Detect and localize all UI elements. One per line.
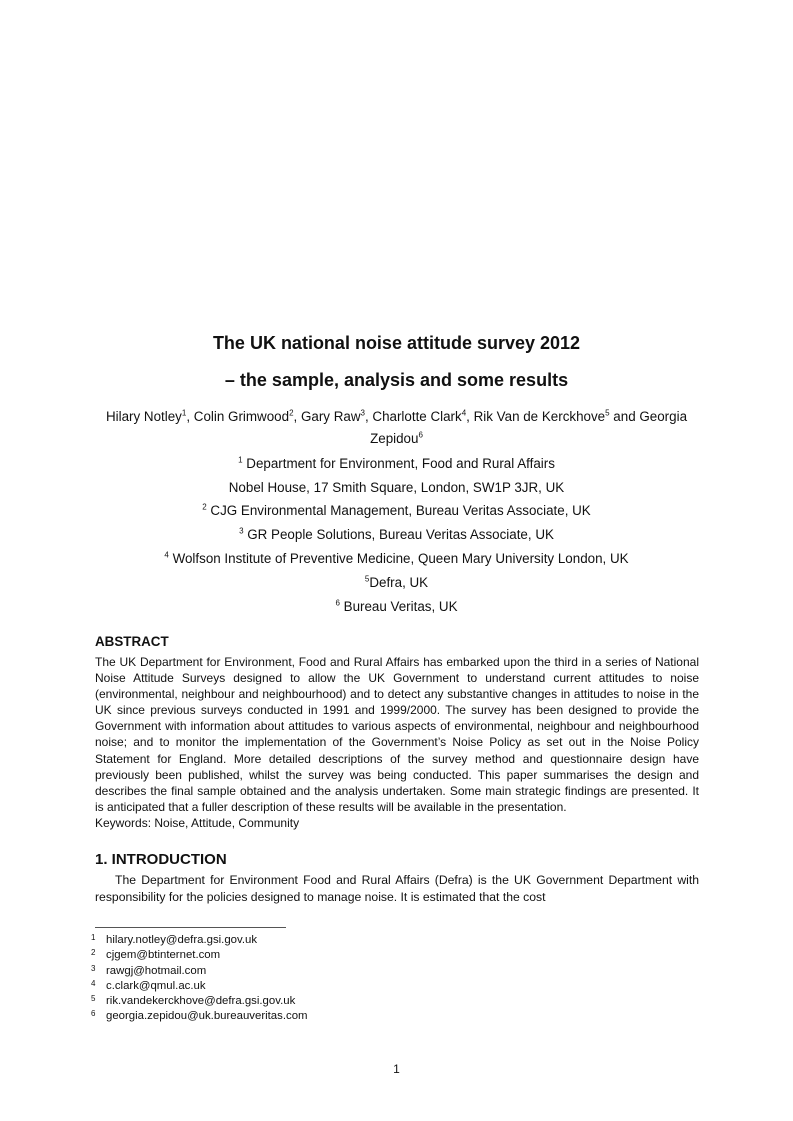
footnote-email-link[interactable]: cjgem@btinternet.com xyxy=(106,949,221,962)
affiliation-text: Defra, UK xyxy=(369,575,429,590)
author-affiliation-mark: 1 xyxy=(181,408,187,418)
author-affiliation-mark: 6 xyxy=(418,430,423,440)
author-affiliation-mark: 2 xyxy=(289,408,294,418)
abstract-heading: ABSTRACT xyxy=(95,634,169,649)
footnote-number: 3 xyxy=(91,963,96,973)
affiliation-mark: 2 xyxy=(202,502,207,512)
affiliation-text: GR People Solutions, Bureau Veritas Associate, UK xyxy=(243,527,554,542)
author-separator: , xyxy=(466,409,474,424)
affiliation-line xyxy=(0,503,793,519)
affiliation-line xyxy=(0,456,793,472)
footnote-number: 4 xyxy=(91,978,96,988)
affiliation-text: Department for Environment, Food and Rural Affairs xyxy=(242,456,555,471)
author-list xyxy=(88,406,705,450)
author-affiliation-mark: 3 xyxy=(360,408,365,418)
footnote-number: 5 xyxy=(91,994,96,1004)
footnote-divider xyxy=(95,927,286,928)
affiliation-text: Nobel House, 17 Smith Square, London, SW1P 3JR, UK xyxy=(228,480,565,495)
author-separator: , xyxy=(364,409,373,424)
affiliation-line xyxy=(0,527,793,543)
author-name: Charlotte Clark xyxy=(372,409,462,424)
footnote-item xyxy=(91,964,308,979)
affiliation-text: Bureau Veritas, UK xyxy=(339,599,458,614)
footnote-item xyxy=(91,979,308,994)
keywords-line: Keywords: Noise, Attitude, Community xyxy=(95,816,300,830)
author-name: Rik Van de Kerckhove xyxy=(473,409,606,424)
footnote-item xyxy=(91,933,308,948)
affiliation-line xyxy=(0,551,793,567)
footnote-item xyxy=(91,994,308,1009)
footnote-item xyxy=(91,948,308,963)
footnote-item xyxy=(91,1009,308,1024)
affiliation-mark: 3 xyxy=(239,526,244,536)
author-separator: , xyxy=(186,409,194,424)
introduction-heading: 1. INTRODUCTION xyxy=(95,851,227,868)
author-name: Colin Grimwood xyxy=(193,409,290,424)
affiliation-line xyxy=(0,575,793,591)
author-affiliation-mark: 4 xyxy=(461,408,467,418)
author-affiliation-mark: 5 xyxy=(605,408,610,418)
abstract-body: The UK Department for Environment, Food and Rural Affairs has embarked upon the third in a series of National Noise Attitude Surveys designed to allow the UK Government to understand current attitudes to noise (environmental, neighbour and neighbourhood) and to detect any substantive changes in attitudes to noise in the UK since previous surveys conducted in 1991 and 1999/2000. The survey has been designed to provide the Government with information about attitudes to various aspects of environmental, neighbour and neighbourhood noise; and to monitor the implementation of the Government’s Noise Policy as set out in the Noise Policy Statement for England. More detailed descriptions of the survey method and questionnaire design have previously been published, whilst the survey was being conducted. This paper summarises the design and describes the final sample obtained and the analysis undertaken. Some main strategic findings are presented. It is anticipated that a fuller description of these results will be available in the presentation. xyxy=(95,655,699,814)
footnote-number: 1 xyxy=(91,933,96,942)
author-separator: and xyxy=(609,409,640,424)
footnote-email-link[interactable]: hilary.notley@defra.gsi.gov.uk xyxy=(106,934,258,946)
affiliation-line xyxy=(0,480,793,496)
footnote-number: 2 xyxy=(91,948,96,958)
affiliation-text: CJG Environmental Management, Bureau Veritas Associate, UK xyxy=(206,503,591,518)
affiliation-mark: 4 xyxy=(164,550,169,560)
affiliation-line xyxy=(0,599,793,615)
paper-subtitle: – the sample, analysis and some results xyxy=(224,370,569,390)
footnote-number: 6 xyxy=(91,1009,96,1019)
author-separator: , xyxy=(293,409,301,424)
footnote-email-link[interactable]: rik.vandekerckhove@defra.gsi.gov.uk xyxy=(106,995,296,1008)
introduction-body: The Department for Environment Food and Rural Affairs (Defra) is the UK Government Department with responsibility for the policies designed to manage noise. It is estimated that the cost xyxy=(95,873,699,904)
footnote-email-link[interactable]: georgia.zepidou@uk.bureauveritas.com xyxy=(106,1010,308,1023)
affiliation-mark: 6 xyxy=(335,598,340,608)
author-name: Gary Raw xyxy=(300,409,361,424)
footnote-email-link[interactable]: c.clark@qmul.ac.uk xyxy=(106,979,206,992)
page-number: 1 xyxy=(393,1062,400,1076)
author-name: Hilary Notley xyxy=(105,409,182,424)
footnote-email-link[interactable]: rawgj@hotmail.com xyxy=(106,964,207,977)
author-name: Georgia Zepidou xyxy=(370,409,688,446)
affiliation-mark: 1 xyxy=(238,455,243,465)
affiliation-text: Wolfson Institute of Preventive Medicine, Queen Mary University London, UK xyxy=(168,551,629,566)
footnote-list xyxy=(91,933,308,1025)
affiliation-mark: 5 xyxy=(364,574,370,584)
paper-title: The UK national noise attitude survey 2012 xyxy=(212,333,581,353)
